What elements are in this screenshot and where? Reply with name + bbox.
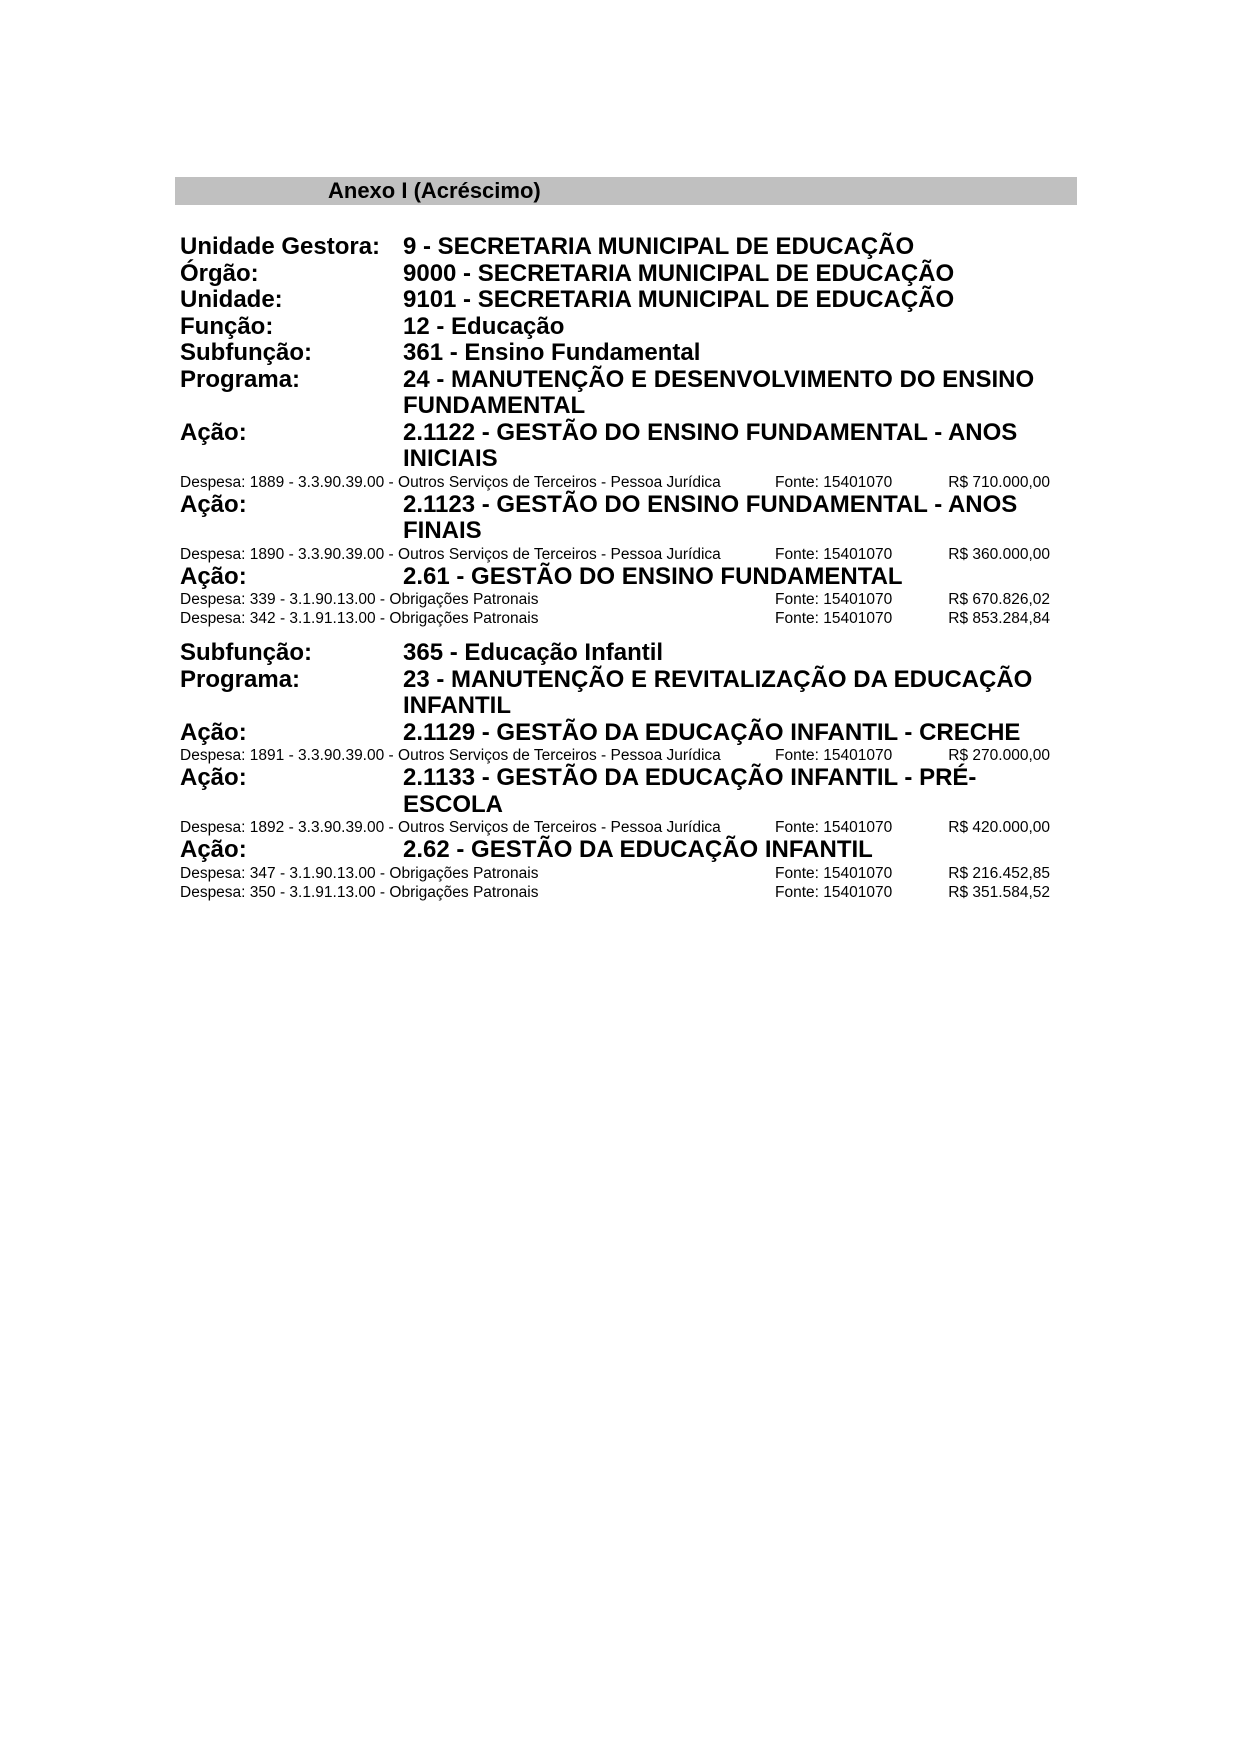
acao-label: Ação: (180, 562, 247, 590)
funcao-label: Função: (180, 312, 274, 340)
despesa-value: R$ 351.584,52 (948, 883, 1050, 901)
programa-row (180, 367, 1060, 420)
despesa-value: R$ 360.000,00 (948, 545, 1050, 563)
orgao-value: 9000 - SECRETARIA MUNICIPAL DE EDUCAÇÃO (403, 259, 955, 287)
unidade-gestora-row (180, 234, 1060, 261)
acao-row (180, 492, 1060, 545)
subfuncao-label: Subfunção: (180, 339, 312, 366)
despesa-row (180, 609, 1060, 628)
subfuncao-section (180, 628, 1060, 902)
acao-value: 2.1129 - GESTÃO DA EDUCAÇÃO INFANTIL - CRECHE (403, 718, 1021, 746)
unidade-value: 9101 - SECRETARIA MUNICIPAL DE EDUCAÇÃO (403, 286, 955, 313)
despesa-value: R$ 853.284,84 (948, 610, 1050, 627)
despesa-row (180, 590, 1060, 609)
despesa-description: Despesa: 347 - 3.1.90.13.00 - Obrigações Patronais (180, 864, 539, 882)
despesa-fonte: Fonte: 15401070 (775, 819, 893, 836)
acao-row (180, 765, 1060, 818)
orgao-label: Órgão: (180, 259, 259, 287)
page-title: Anexo I (Acréscimo) (328, 178, 541, 203)
despesa-row (180, 473, 1060, 492)
acao-label: Ação: (180, 718, 247, 746)
acao-row (180, 720, 1060, 747)
despesa-fonte: Fonte: 15401070 (775, 864, 893, 882)
acao-value: 2.61 - GESTÃO DO ENSINO FUNDAMENTAL (403, 562, 903, 590)
subfuncao-section (180, 340, 1060, 628)
despesa-row (180, 545, 1060, 564)
despesa-row (180, 864, 1060, 883)
despesa-value: R$ 270.000,00 (948, 747, 1050, 764)
despesa-row (180, 818, 1060, 837)
document-content (180, 234, 1060, 902)
programa-label: Programa: (180, 665, 301, 693)
despesa-fonte: Fonte: 15401070 (775, 747, 893, 764)
despesa-fonte: Fonte: 15401070 (775, 591, 893, 608)
despesa-value: R$ 710.000,00 (948, 473, 1050, 491)
despesa-description: Despesa: 1889 - 3.3.90.39.00 - Outros Serviços de Terceiros - Pessoa Jurídica (180, 473, 721, 491)
despesa-fonte: Fonte: 15401070 (775, 545, 893, 563)
despesa-description: Despesa: 1890 - 3.3.90.39.00 - Outros Serviços de Terceiros - Pessoa Jurídica (180, 545, 721, 563)
acao-row (180, 564, 1060, 591)
despesa-row (180, 883, 1060, 902)
funcao-row (180, 314, 1060, 341)
unidade-label: Unidade: (180, 286, 283, 313)
acao-row (180, 420, 1060, 473)
despesa-description: Despesa: 1891 - 3.3.90.39.00 - Outros Serviços de Terceiros - Pessoa Jurídica (180, 747, 721, 764)
acao-value: 2.1133 - GESTÃO DA EDUCAÇÃO INFANTIL - PRÉ-ESCOLA (403, 764, 977, 818)
funcao-value: 12 - Educação (403, 312, 565, 340)
despesa-row (180, 746, 1060, 765)
subfuncoes-list (180, 340, 1060, 902)
despesa-fonte: Fonte: 15401070 (775, 610, 893, 627)
acao-value: 2.1123 - GESTÃO DO ENSINO FUNDAMENTAL - ANOS FINAIS (403, 490, 1018, 544)
unidade-gestora-label: Unidade Gestora: (180, 233, 381, 260)
despesa-fonte: Fonte: 15401070 (775, 473, 893, 491)
acao-label: Ação: (180, 764, 247, 791)
acao-value: 2.1122 - GESTÃO DO ENSINO FUNDAMENTAL - ANOS INICIAIS (403, 418, 1018, 472)
subfuncao-row (180, 640, 1060, 667)
programa-value: 23 - MANUTENÇÃO E REVITALIZAÇÃO DA EDUCAÇÃO INFANTIL (403, 665, 1033, 719)
orgao-row (180, 261, 1060, 288)
programa-value: 24 - MANUTENÇÃO E DESENVOLVIMENTO DO ENSINO FUNDAMENTAL (403, 365, 1035, 419)
title-bar (175, 177, 1077, 205)
despesa-description: Despesa: 342 - 3.1.91.13.00 - Obrigações Patronais (180, 610, 539, 627)
unidade-row (180, 287, 1060, 314)
despesa-value: R$ 670.826,02 (948, 591, 1050, 608)
acao-label: Ação: (180, 490, 247, 518)
acao-label: Ação: (180, 418, 247, 446)
unidade-gestora-value: 9 - SECRETARIA MUNICIPAL DE EDUCAÇÃO (403, 233, 915, 260)
subfuncao-row (180, 340, 1060, 367)
acao-label: Ação: (180, 836, 247, 863)
subfuncao-label: Subfunção: (180, 639, 312, 666)
despesa-value: R$ 420.000,00 (948, 819, 1050, 836)
programa-row (180, 667, 1060, 720)
despesa-value: R$ 216.452,85 (948, 864, 1050, 882)
acao-row (180, 837, 1060, 864)
subfuncao-value: 361 - Ensino Fundamental (403, 339, 701, 366)
despesa-description: Despesa: 339 - 3.1.90.13.00 - Obrigações Patronais (180, 591, 539, 608)
despesa-fonte: Fonte: 15401070 (775, 883, 893, 901)
acao-value: 2.62 - GESTÃO DA EDUCAÇÃO INFANTIL (403, 836, 873, 863)
despesa-description: Despesa: 350 - 3.1.91.13.00 - Obrigações Patronais (180, 883, 539, 901)
despesa-description: Despesa: 1892 - 3.3.90.39.00 - Outros Serviços de Terceiros - Pessoa Jurídica (180, 819, 721, 836)
subfuncao-value: 365 - Educação Infantil (403, 639, 664, 666)
programa-label: Programa: (180, 365, 301, 393)
